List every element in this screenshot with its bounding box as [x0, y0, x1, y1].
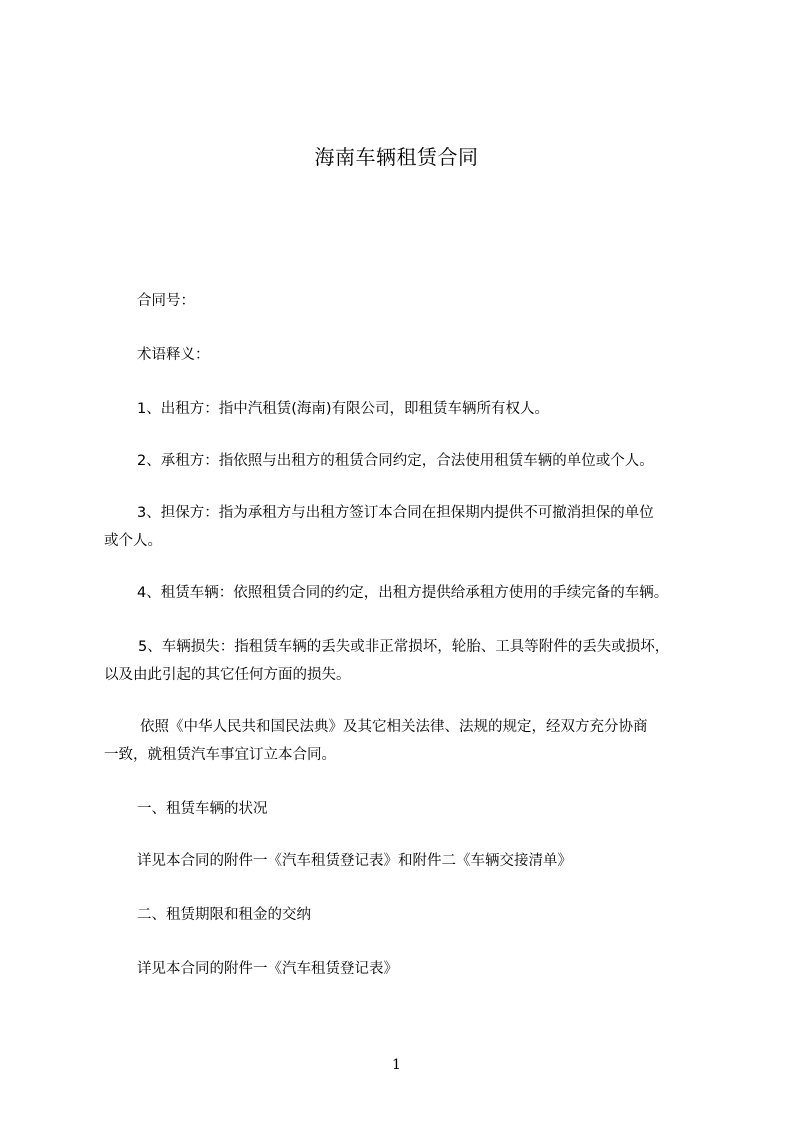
definition-lessee: 2、承租方：指依照与出租方的租赁合同约定，合法使用租赁车辆的单位或个人。 [137, 453, 654, 469]
section-1-heading: 一、租赁车辆的状况 [137, 801, 268, 817]
definition-vehicle-loss-line-2: 以及由此引起的其它任何方面的损失。 [104, 667, 351, 683]
definition-leased-vehicle: 4、租赁车辆：依照租赁合同的约定，出租方提供给承租方使用的手续完备的车辆。 [137, 585, 669, 601]
section-2-heading: 二、租赁期限和租金的交纳 [137, 907, 311, 923]
definition-guarantor-line-1: 3、担保方：指为承租方与出租方签订本合同在担保期内提供不可撤消担保的单位 [137, 505, 654, 521]
preamble-line-1: 依照《中华人民共和国民法典》及其它相关法律、法规的规定，经双方充分协商 [140, 719, 648, 735]
definition-guarantor [104, 499, 719, 555]
terms-heading: 术语释义： [137, 347, 210, 363]
definition-lessor: 1、出租方：指中汽租赁(海南)有限公司，即租赁车辆所有权人。 [137, 401, 550, 417]
page-number: 1 [392, 1057, 401, 1073]
definition-vehicle-loss [104, 633, 719, 689]
preamble-line-2: 一致，就租赁汽车事宜订立本合同。 [104, 747, 336, 763]
definition-vehicle-loss-line-1: 5、车辆损失：指租赁车辆的丢失或非正常损坏，轮胎、工具等附件的丢失或损坏， [138, 639, 670, 655]
document-title: 海南车辆租赁合同 [314, 145, 479, 169]
definition-guarantor-line-2: 或个人。 [104, 533, 162, 549]
contract-number-label: 合同号： [137, 293, 195, 309]
section-2-body: 详见本合同的附件一《汽车租赁登记表》 [137, 961, 398, 977]
preamble [104, 713, 719, 769]
section-1-body: 详见本合同的附件一《汽车租赁登记表》和附件二《车辆交接清单》 [137, 853, 572, 869]
